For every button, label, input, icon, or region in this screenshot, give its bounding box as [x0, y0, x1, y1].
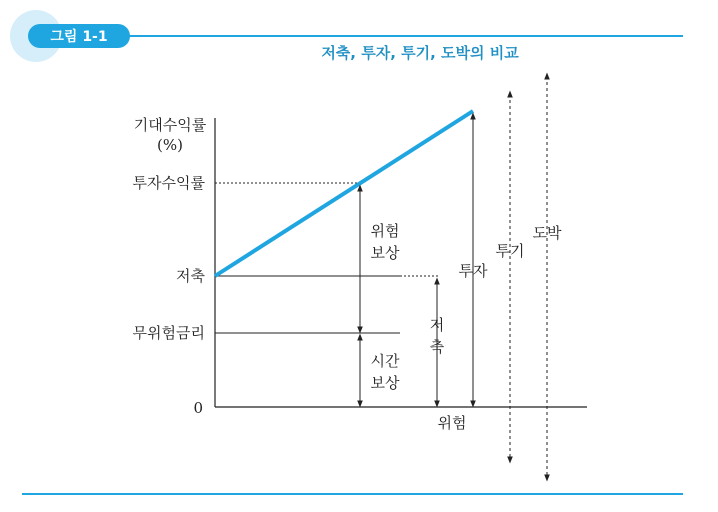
expected-return-line: [215, 111, 473, 276]
saving-label-1: 저: [429, 316, 445, 334]
label-saving: 저축: [176, 267, 205, 285]
figure-header: [10, 10, 683, 62]
time-premium-label-2: 보상: [370, 374, 400, 392]
label-investment-return: 투자수익률: [132, 174, 205, 192]
gambling-label: 도박: [532, 224, 562, 242]
risk-premium-label-1: 위험: [370, 222, 400, 240]
figure-title: 저축, 투자, 투기, 도박의 비교: [321, 44, 519, 62]
y-axis-title: 기대수익률: [133, 116, 207, 134]
figure-badge: 그림 1-1: [50, 29, 108, 45]
speculation-label: 투기: [495, 242, 525, 260]
y-axis-unit: (%): [157, 136, 183, 154]
investment-label: 투자: [458, 262, 488, 280]
time-premium-label-1: 시간: [370, 352, 400, 370]
x-axis-label: 위험: [437, 414, 467, 432]
label-origin: 0: [193, 399, 203, 417]
label-risk-free-rate: 무위험금리: [132, 324, 205, 342]
saving-label-2: 축: [429, 338, 445, 356]
risk-premium-label-2: 보상: [370, 244, 400, 262]
